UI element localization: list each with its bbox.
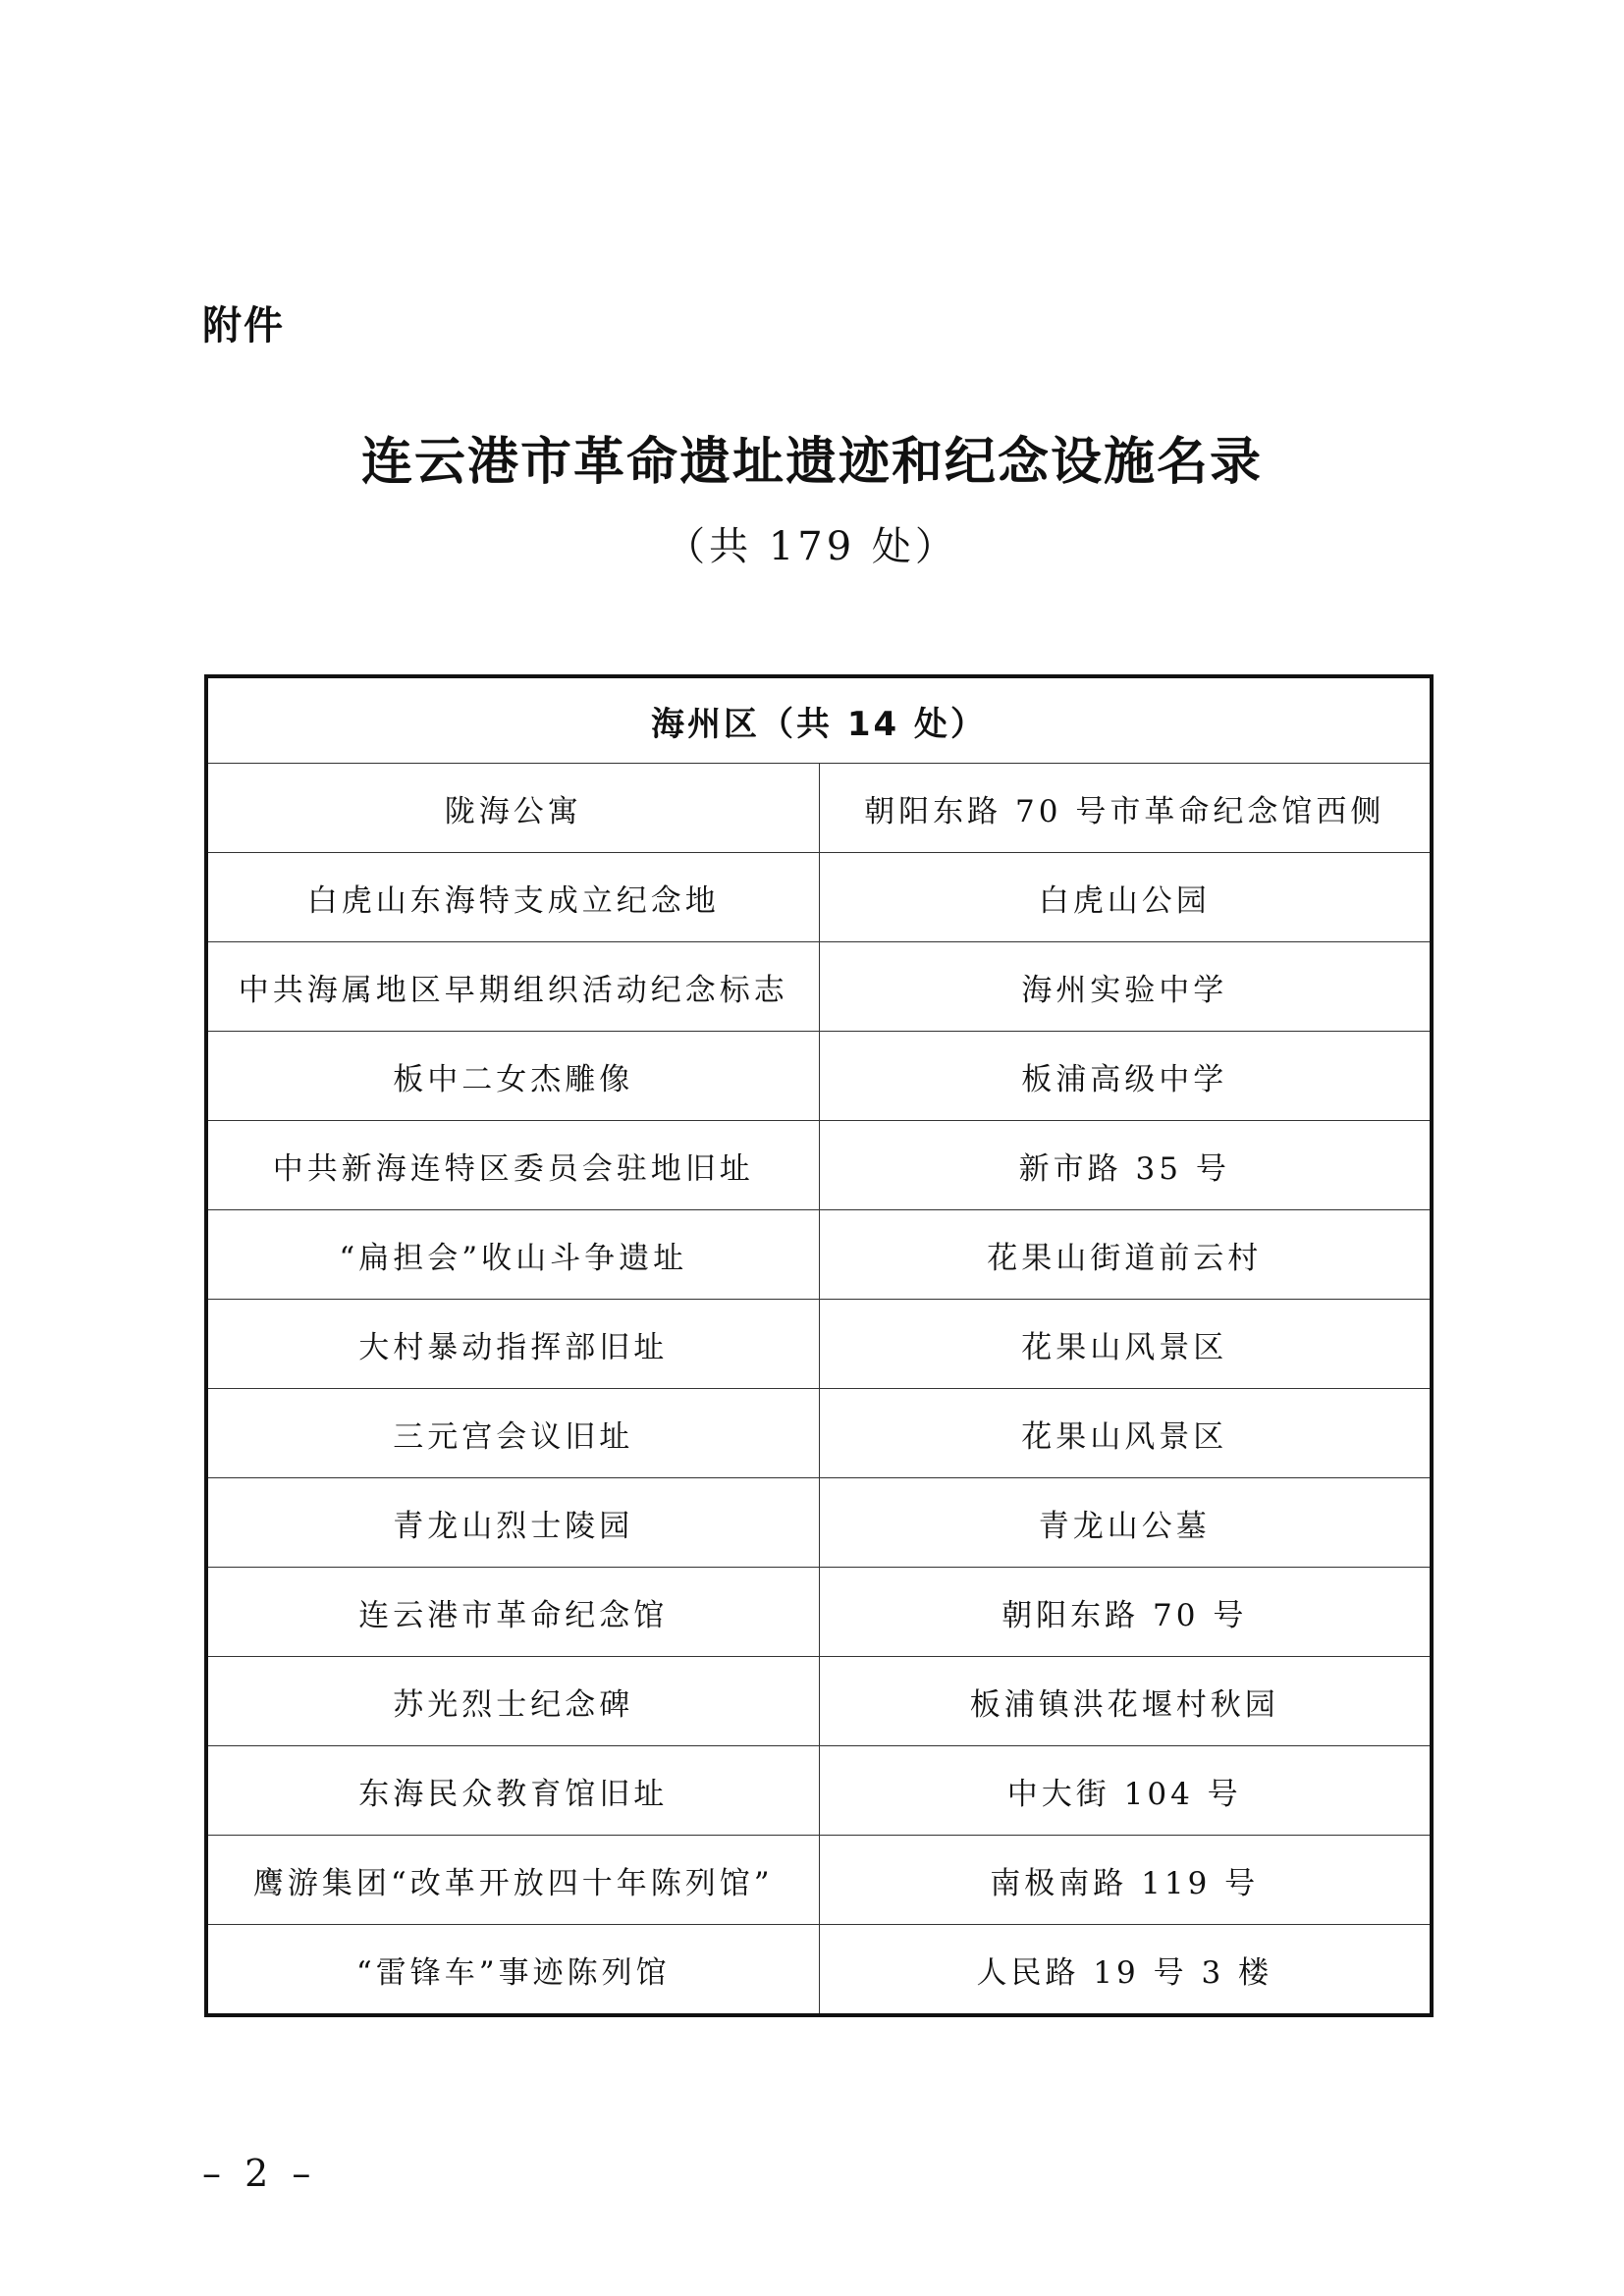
sites-table-frame [204, 674, 1434, 2017]
sites-table [208, 678, 1430, 2013]
site-name: 连云港市革命纪念馆 [208, 1568, 819, 1657]
site-location: 花果山风景区 [819, 1389, 1430, 1478]
site-name: “扁担会”收山斗争遗址 [208, 1210, 819, 1300]
site-location: 南极南路 119 号 [819, 1836, 1430, 1925]
table-row [208, 1389, 1430, 1478]
table-row [208, 942, 1430, 1032]
district-header: 海州区（共 14 处） [208, 678, 1430, 764]
table-row [208, 1925, 1430, 2014]
site-location: 白虎山公园 [819, 853, 1430, 942]
table-row [208, 1210, 1430, 1300]
site-location: 人民路 19 号 3 楼 [819, 1925, 1430, 2014]
site-name: 苏光烈士纪念碑 [208, 1657, 819, 1746]
district-header-row [208, 678, 1430, 764]
table-row [208, 1657, 1430, 1746]
document-title: 连云港市革命遗址遗迹和纪念设施名录 [360, 433, 1263, 492]
site-name: 板中二女杰雕像 [208, 1032, 819, 1121]
table-row [208, 1568, 1430, 1657]
site-location: 板浦镇洪花堰村秋园 [819, 1657, 1430, 1746]
site-location: 板浦高级中学 [819, 1032, 1430, 1121]
site-name: 中共海属地区早期组织活动纪念标志 [208, 942, 819, 1032]
document-subtitle: （共 179 处） [666, 524, 958, 569]
site-location: 朝阳东路 70 号市革命纪念馆西侧 [819, 764, 1430, 853]
site-name: 陇海公寓 [208, 764, 819, 853]
site-location: 中大街 104 号 [819, 1746, 1430, 1836]
site-location: 新市路 35 号 [819, 1121, 1430, 1210]
site-name: “雷锋车”事迹陈列馆 [208, 1925, 819, 2014]
site-location: 青龙山公墓 [819, 1478, 1430, 1568]
site-name: 三元宫会议旧址 [208, 1389, 819, 1478]
table-row [208, 1032, 1430, 1121]
site-location: 花果山风景区 [819, 1300, 1430, 1389]
page-number: – 2 – [202, 2152, 317, 2195]
site-location: 海州实验中学 [819, 942, 1430, 1032]
site-name: 中共新海连特区委员会驻地旧址 [208, 1121, 819, 1210]
site-name: 大村暴动指挥部旧址 [208, 1300, 819, 1389]
site-location: 朝阳东路 70 号 [819, 1568, 1430, 1657]
site-name: 白虎山东海特支成立纪念地 [208, 853, 819, 942]
table-row [208, 853, 1430, 942]
attachment-label: 附件 [202, 303, 285, 348]
site-name: 东海民众教育馆旧址 [208, 1746, 819, 1836]
table-row [208, 764, 1430, 853]
table-row [208, 1300, 1430, 1389]
site-name: 青龙山烈士陵园 [208, 1478, 819, 1568]
site-location: 花果山街道前云村 [819, 1210, 1430, 1300]
table-row [208, 1121, 1430, 1210]
table-row [208, 1836, 1430, 1925]
table-row [208, 1746, 1430, 1836]
site-name: 鹰游集团“改革开放四十年陈列馆” [208, 1836, 819, 1925]
table-row [208, 1478, 1430, 1568]
